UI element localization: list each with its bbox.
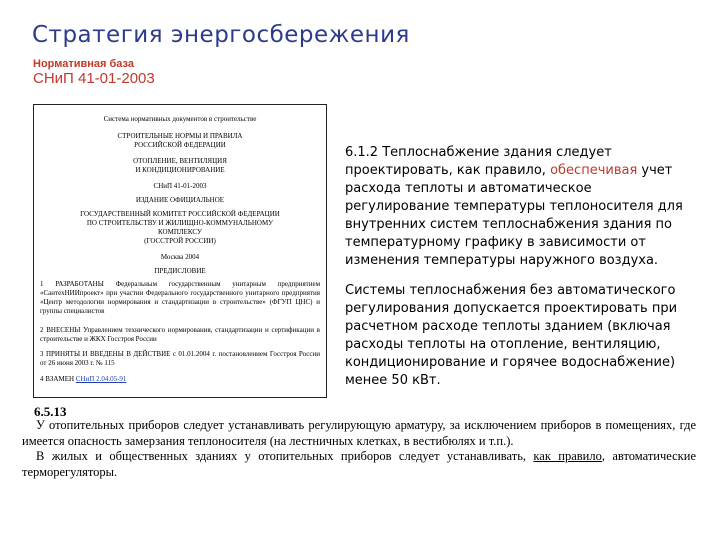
clause-6-5-13-paragraph-1: У отопительных приборов следует устанавливать регулирующую арматуру, за исключением приборов в помещениях, где имеется опасность замерзания теплоносителя (на лестничных клетках, в вестибюлях и т.п.). (22, 418, 696, 448)
topic-line-1: ОТОПЛЕНИЕ, ВЕНТИЛЯЦИЯ (133, 157, 227, 165)
document-code: СНиП 41-01-2003 (153, 182, 207, 190)
preface-heading: ПРЕДИСЛОВИЕ (154, 267, 206, 275)
underlined-phrase: как правило (533, 449, 602, 463)
clause-paragraph-2: Системы теплоснабжения без автоматического регулирования допускается проектировать при расчетном расходе теплоты зданием (включая расходы теплоты на отопление, вентиляцию, кондиционирование и горячее водоснабжение) менее 50 кВт. (345, 283, 678, 388)
highlight-text: обеспечивая (550, 163, 638, 178)
norms-line-2: РОССИЙСКОЙ ФЕДЕРАЦИИ (134, 141, 226, 149)
preface-item-1: 1 РАЗРАБОТАНЫ Федеральным государственным унитарным предприятием «СантехНИИпроект» при участии Федерального государственного унитарного предприятия «Центр методологии нормирования и стандартизации в строительстве» (ФГУП ЦНС) и группы специалистов (40, 280, 320, 315)
committee-line-1: ГОСУДАРСТВЕННЫЙ КОМИТЕТ РОССИЙСКОЙ ФЕДЕРАЦИИ (80, 210, 280, 218)
city-year: Москва 2004 (160, 253, 200, 261)
replaced-standard-link[interactable]: СНиП 2.04.05-91 (75, 375, 127, 383)
document-cover-image (33, 104, 327, 398)
clause-6-1-2 (345, 144, 695, 390)
committee-line-3: КОМПЛЕКСУ (158, 228, 202, 236)
clause-paragraph-1: 6.1.2 Теплоснабжение здания следует проектировать, как правило, обеспечивая учет расхода теплоты и автоматическое регулирование температуры теплоносителя для внутренних систем теплоснабжения здания по температурному графику в зависимости от изменения температуры наружного воздуха. (345, 145, 683, 268)
section-number: 6.5.13 (34, 404, 67, 419)
edition-line: ИЗДАНИЕ ОФИЦИАЛЬНОЕ (135, 196, 225, 204)
preface-item-2: 2 ВНЕСЕНЫ Управлением технического нормирования, стандартизации и сертификации в строительстве и ЖКХ Госстроя России (40, 326, 320, 343)
preface-item-3: 3 ПРИНЯТЫ И ВВЕДЕНЫ В ДЕЙСТВИЕ с 01.01.2004 г. постановлением Госстроя России от 26 июня 2003 г. № 115 (40, 350, 320, 367)
committee-line-2: ПО СТРОИТЕЛЬСТВУ И ЖИЛИЩНО-КОММУНАЛЬНОМУ (86, 219, 274, 227)
standard-code: СНиП 41-01-2003 (33, 70, 155, 87)
preface-item-4: 4 ВЗАМЕН СНиП 2.04.05-91 (40, 375, 127, 383)
committee-line-4: (ГОССТРОЙ РОССИИ) (144, 237, 216, 245)
topic-line-2: И КОНДИЦИОНИРОВАНИЕ (135, 166, 225, 174)
norms-line-1: СТРОИТЕЛЬНЫЕ НОРМЫ И ПРАВИЛА (117, 132, 243, 140)
clause-6-5-13 (22, 418, 696, 480)
page-title: Стратегия энергосбережения (32, 22, 410, 48)
subtitle: Нормативная база (33, 58, 134, 70)
clause-6-5-13-paragraph-2: В жилых и общественных зданиях у отопительных приборов следует устанавливать, как правило, автоматические терморегуляторы. (22, 449, 696, 479)
system-line: Система нормативных документов в строительстве (103, 115, 257, 123)
